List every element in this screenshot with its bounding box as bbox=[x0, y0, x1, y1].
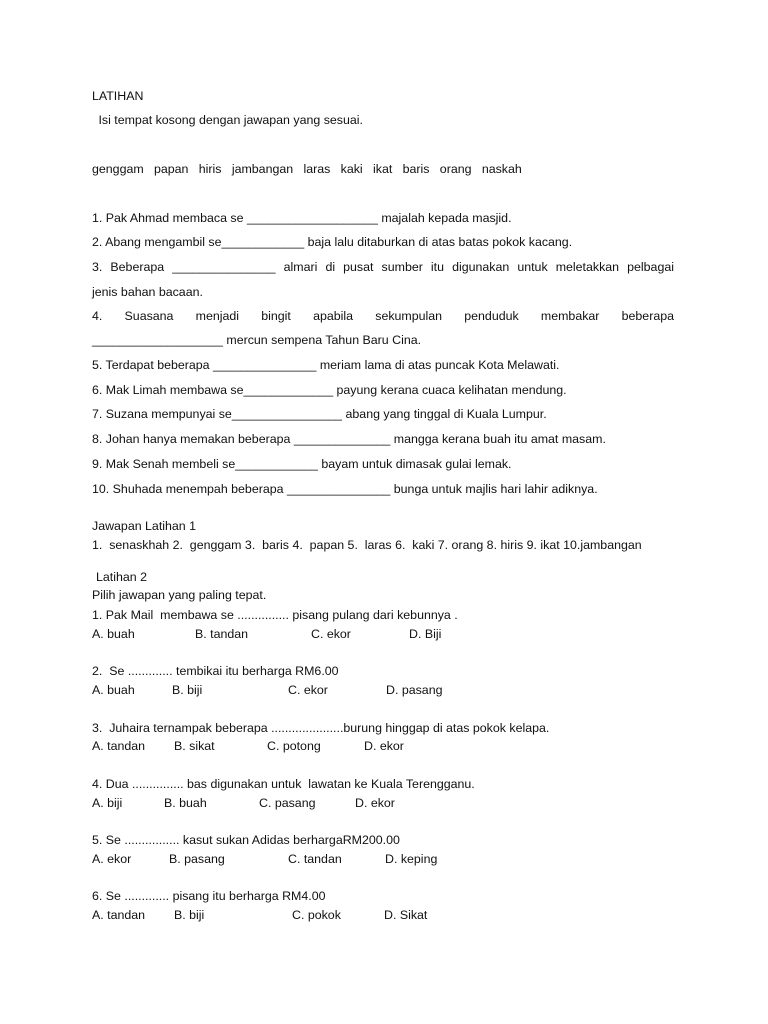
question-6: 6. Mak Limah membawa se_____________ payung kerana cuaca kelihatan mendung. bbox=[92, 383, 567, 397]
mcq-3-option-d: D. ekor bbox=[364, 739, 404, 753]
mcq-5-option-b: B. pasang bbox=[169, 852, 225, 866]
mcq-1-option-c: C. ekor bbox=[311, 627, 351, 641]
latihan2-title: Latihan 2 bbox=[96, 570, 147, 584]
mcq-3-option-c: C. potong bbox=[267, 739, 321, 753]
mcq-question-1: 1. Pak Mail membawa se ............... pisang pulang dari kebunnya . bbox=[92, 608, 458, 622]
mcq-2-option-a: A. buah bbox=[92, 683, 135, 697]
mcq-question-2: 2. Se ............. tembikai itu berharga RM6.00 bbox=[92, 664, 339, 678]
question-4-continuation: ___________________ mercun sempena Tahun Baru Cina. bbox=[92, 333, 422, 347]
question-1: 1. Pak Ahmad membaca se ___________________ majalah kepada masjid. bbox=[92, 211, 512, 225]
question-4: 4. Suasana menjadi bingit apabila sekumpulan penduduk membakar beberapa bbox=[92, 309, 674, 323]
word-bank: genggam papan hiris jambangan laras kaki ikat baris orang naskah bbox=[92, 162, 522, 176]
latihan2-instruction: Pilih jawapan yang paling tepat. bbox=[92, 588, 267, 602]
mcq-question-3: 3. Juhaira ternampak beberapa .....................burung hinggap di atas pokok kelapa. bbox=[92, 721, 550, 735]
mcq-1-option-b: B. tandan bbox=[195, 627, 249, 641]
mcq-2-option-b: B. biji bbox=[172, 683, 203, 697]
mcq-4-option-d: D. ekor bbox=[355, 796, 395, 810]
mcq-5-option-d: D. keping bbox=[385, 852, 438, 866]
mcq-6-option-a: A. tandan bbox=[92, 908, 146, 922]
question-8: 8. Johan hanya memakan beberapa ______________ mangga kerana buah itu amat masam. bbox=[92, 432, 606, 446]
answers-body: 1. senaskhah 2. genggam 3. baris 4. papan 5. laras 6. kaki 7. orang 8. hiris 9. ikat 10.jambangan bbox=[92, 538, 642, 552]
mcq-question-4: 4. Dua ............... bas digunakan untuk lawatan ke Kuala Terengganu. bbox=[92, 777, 475, 791]
question-3: 3. Beberapa _______________ almari di pusat sumber itu digunakan untuk meletakkan pelbagai bbox=[92, 260, 674, 274]
mcq-4-option-b: B. buah bbox=[164, 796, 207, 810]
question-5: 5. Terdapat beberapa _______________ meriam lama di atas puncak Kota Melawati. bbox=[92, 358, 560, 372]
question-10: 10. Shuhada menempah beberapa _______________ bunga untuk majlis hari lahir adiknya. bbox=[92, 482, 598, 496]
question-3-continuation: jenis bahan bacaan. bbox=[92, 285, 203, 299]
instruction-text: Isi tempat kosong dengan jawapan yang sesuai. bbox=[95, 113, 363, 127]
mcq-5-option-c: C. tandan bbox=[288, 852, 342, 866]
mcq-1-option-d: D. Biji bbox=[409, 627, 442, 641]
mcq-2-option-d: D. pasang bbox=[386, 683, 443, 697]
answers-heading: Jawapan Latihan 1 bbox=[92, 519, 197, 533]
mcq-question-6: 6. Se ............. pisang itu berharga RM4.00 bbox=[92, 889, 326, 903]
mcq-question-5: 5. Se ................ kasut sukan Adidas berhargaRM200.00 bbox=[92, 833, 400, 847]
mcq-6-option-b: B. biji bbox=[174, 908, 205, 922]
mcq-3-option-b: B. sikat bbox=[174, 739, 215, 753]
mcq-4-option-a: A. biji bbox=[92, 796, 123, 810]
question-7: 7. Suzana mempunyai se________________ abang yang tinggal di Kuala Lumpur. bbox=[92, 407, 547, 421]
mcq-6-option-d: D. Sikat bbox=[384, 908, 428, 922]
mcq-2-option-c: C. ekor bbox=[288, 683, 328, 697]
worksheet-page bbox=[92, 0, 678, 1024]
mcq-1-option-a: A. buah bbox=[92, 627, 135, 641]
page-title: LATIHAN bbox=[92, 89, 144, 103]
question-9: 9. Mak Senah membeli se____________ bayam untuk dimasak gulai lemak. bbox=[92, 457, 512, 471]
question-2: 2. Abang mengambil se____________ baja lalu ditaburkan di atas batas pokok kacang. bbox=[92, 235, 573, 249]
mcq-6-option-c: C. pokok bbox=[292, 908, 341, 922]
mcq-5-option-a: A. ekor bbox=[92, 852, 132, 866]
mcq-4-option-c: C. pasang bbox=[259, 796, 316, 810]
mcq-3-option-a: A. tandan bbox=[92, 739, 146, 753]
